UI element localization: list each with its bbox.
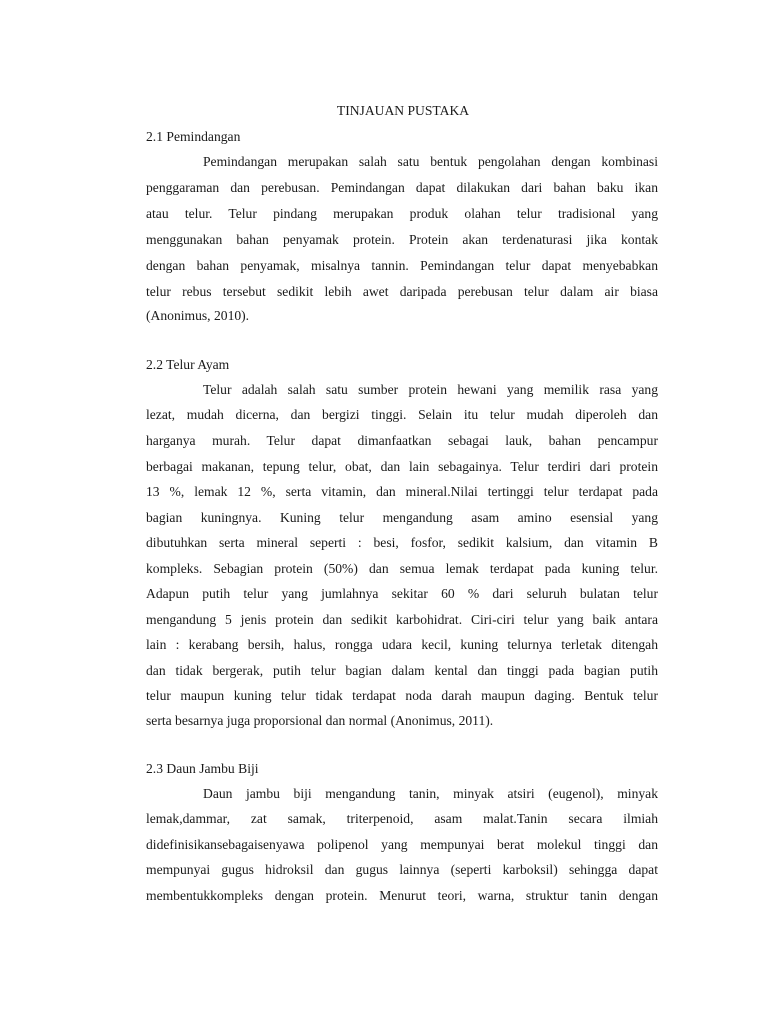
paragraph-line: didefinisikansebagaisenyawa polipenol yang mempunyai berat molekul tinggi dan (146, 837, 658, 852)
paragraph-line: harganya murah. Telur dapat dimanfaatkan sebagai lauk, bahan pencampur (146, 433, 658, 448)
paragraph-line: (Anonimus, 2010). (146, 308, 250, 323)
paragraph-line: lemak,dammar, zat samak, triterpenoid, asam malat.Tanin secara ilmiah (146, 811, 658, 826)
section-heading: 2.1 Pemindangan (146, 129, 241, 144)
paragraph-line: 13 %, lemak 12 %, serta vitamin, dan mineral.Nilai tertinggi telur terdapat pada (146, 484, 658, 499)
page-title: TINJAUAN PUSTAKA (336, 103, 470, 118)
paragraph-line: bagian kuningnya. Kuning telur mengandung asam amino esensial yang (146, 510, 658, 525)
paragraph-line: telur rebus tersebut sedikit lebih awet daripada perebusan telur dalam air biasa (146, 284, 658, 299)
section-heading: 2.2 Telur Ayam (146, 357, 230, 372)
paragraph-line: telur maupun kuning telur tidak terdapat noda darah maupun daging. Bentuk telur (146, 688, 658, 703)
paragraph-line: serta besarnya juga proporsional dan normal (Anonimus, 2011). (146, 713, 494, 728)
paragraph-line: lain : kerabang bersih, halus, rongga udara kecil, kuning telurnya terletak ditengah (146, 637, 658, 652)
paragraph-line: atau telur. Telur pindang merupakan produk olahan telur tradisional yang (146, 206, 658, 221)
paragraph-line: penggaraman dan perebusan. Pemindangan dapat dilakukan dari bahan baku ikan (146, 180, 658, 195)
paragraph-line: Telur adalah salah satu sumber protein hewani yang memilik rasa yang (203, 382, 658, 397)
section-heading: 2.3 Daun Jambu Biji (146, 761, 259, 776)
paragraph-line: mengandung 5 jenis protein dan sedikit karbohidrat. Ciri-ciri telur yang baik antara (146, 612, 658, 627)
paragraph-line: Adapun putih telur yang jumlahnya sekitar 60 % dari seluruh bulatan telur (146, 586, 658, 601)
paragraph-line: lezat, mudah dicerna, dan bergizi tinggi. Selain itu telur mudah diperoleh dan (146, 407, 658, 422)
paragraph-line: dengan bahan penyamak, misalnya tannin. Pemindangan telur dapat menyebabkan (146, 258, 658, 273)
paragraph-line: dan tidak bergerak, putih telur bagian dalam kental dan tinggi pada bagian putih (146, 663, 658, 678)
paragraph-line: berbagai makanan, tepung telur, obat, dan lain sebagainya. Telur terdiri dari protein (146, 459, 658, 474)
paragraph-line: mempunyai gugus hidroksil dan gugus lainnya (seperti karboksil) sehingga dapat (146, 862, 658, 877)
paragraph-line: dibutuhkan serta mineral seperti : besi, fosfor, sedikit kalsium, dan vitamin B (146, 535, 658, 550)
paragraph-line: Daun jambu biji mengandung tanin, minyak atsiri (eugenol), minyak (203, 786, 658, 801)
paragraph-line: menggunakan bahan penyamak protein. Protein akan terdenaturasi jika kontak (146, 232, 658, 247)
paragraph-line: Pemindangan merupakan salah satu bentuk pengolahan dengan kombinasi (203, 154, 658, 169)
paragraph-line: kompleks. Sebagian protein (50%) dan semua lemak terdapat pada kuning telur. (146, 561, 658, 576)
paragraph-line: membentukkompleks dengan protein. Menurut teori, warna, struktur tanin dengan (146, 888, 658, 903)
